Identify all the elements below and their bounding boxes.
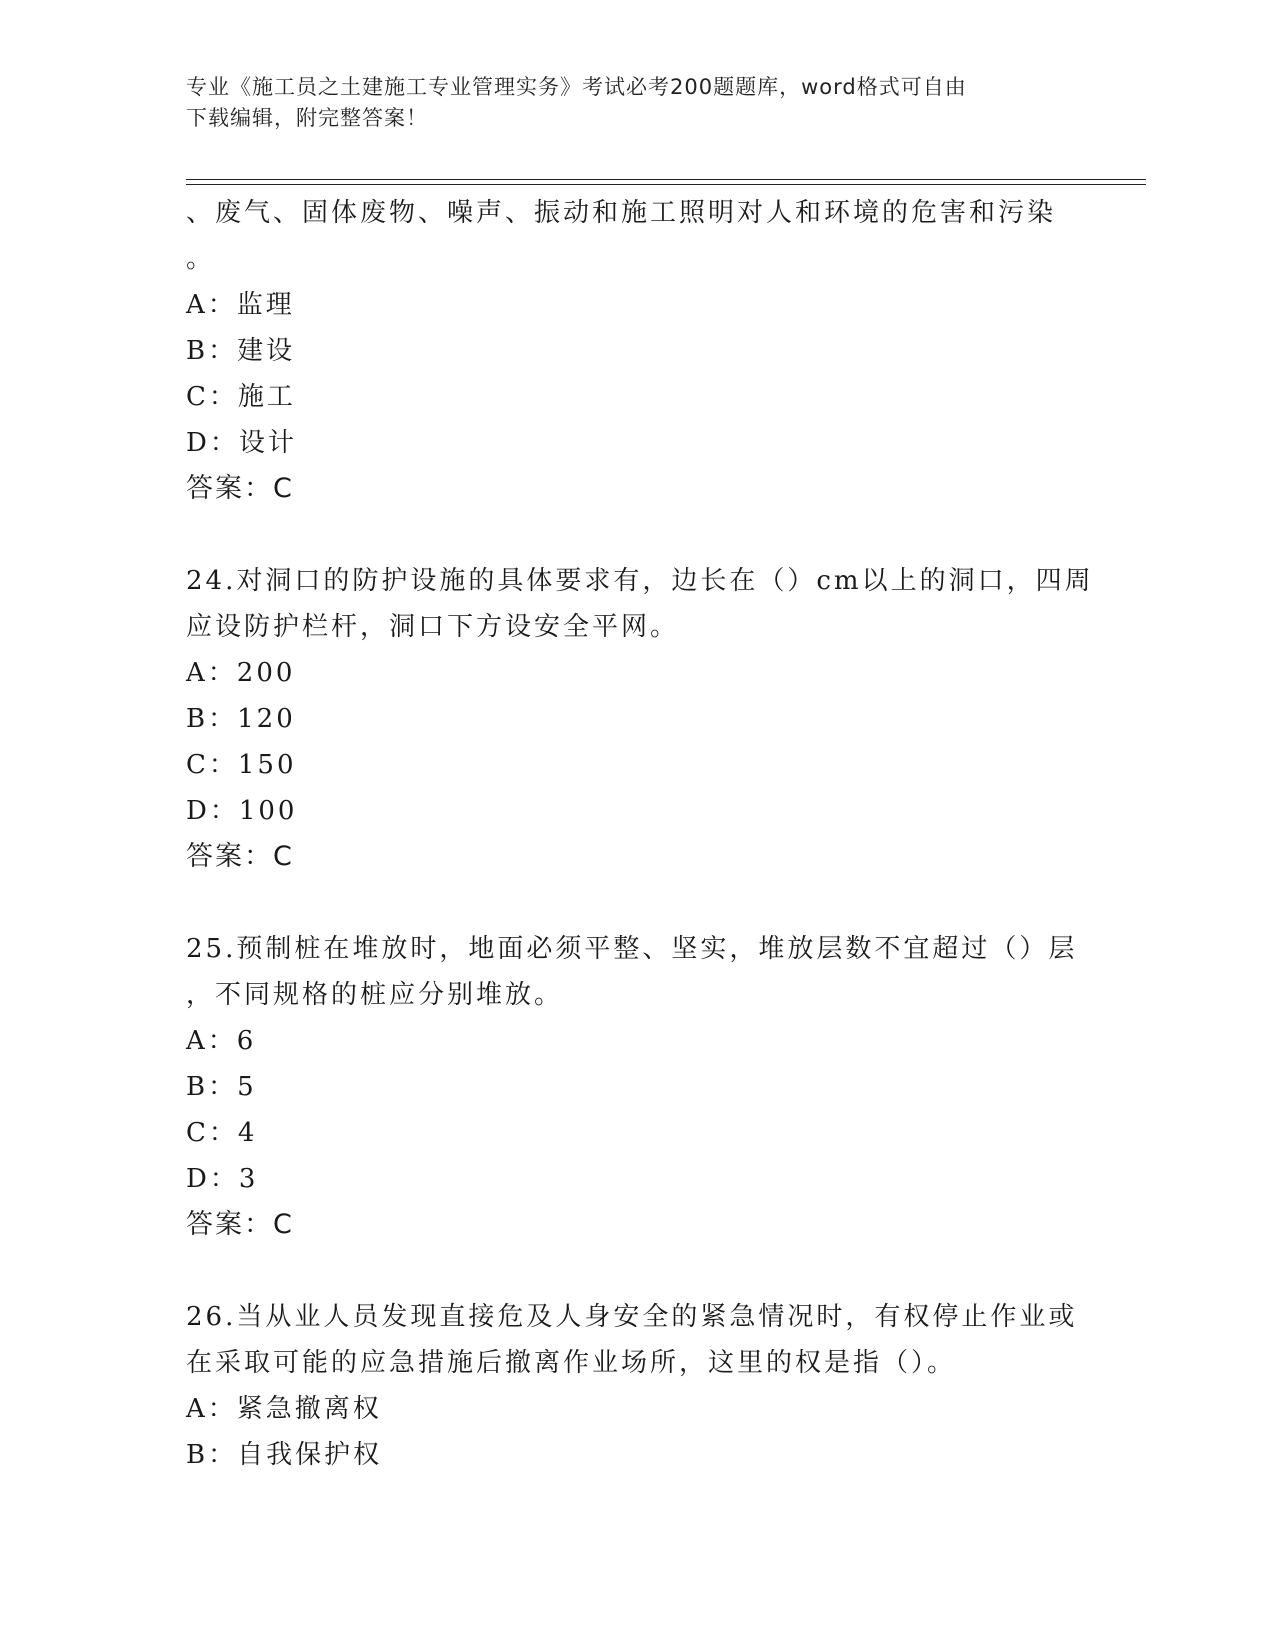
question-text-line: 。 <box>186 244 216 274</box>
spacer <box>186 1248 1086 1294</box>
option-a: A：200 <box>186 658 296 688</box>
option-d: D：3 <box>186 1164 259 1194</box>
question-text-line: 应设防护栏杆，洞口下方设安全平网。 <box>186 612 680 642</box>
option-a: A：6 <box>186 1026 257 1056</box>
question-text-line: 25.预制桩在堆放时，地面必须平整、坚实，堆放层数不宜超过（）层 <box>186 934 1078 964</box>
option-b: B：自我保护权 <box>186 1440 383 1470</box>
header-divider-top <box>186 179 1146 180</box>
document-header <box>186 72 1086 134</box>
spacer <box>186 512 1086 558</box>
option-a: A：监理 <box>186 290 295 320</box>
question-text-line: 26.当从业人员发现直接危及人身安全的紧急情况时，有权停止作业或 <box>186 1302 1078 1332</box>
option-b: B：建设 <box>186 336 296 366</box>
option-a: A：紧急撤离权 <box>186 1394 382 1424</box>
header-divider-bottom <box>186 184 1146 185</box>
question-26 <box>186 1294 1086 1478</box>
option-c: C：150 <box>186 750 297 780</box>
answer: 答案：C <box>186 473 294 504</box>
question-text-line: 在采取可能的应急措施后撤离作业场所，这里的权是指（）。 <box>186 1348 957 1378</box>
header-line-2: 下载编辑，附完整答案！ <box>186 106 428 130</box>
question-text-line: ，不同规格的桩应分别堆放。 <box>186 980 564 1010</box>
option-b: B：120 <box>186 704 296 734</box>
answer: 答案：C <box>186 841 294 872</box>
spacer <box>186 880 1086 926</box>
question-text-line: 、废气、固体废物、噪声、振动和施工照明对人和环境的危害和污染 <box>186 198 1057 228</box>
question-text-line: 24.对洞口的防护设施的具体要求有，边长在（）cm以上的洞口，四周 <box>186 566 1094 596</box>
option-d: D：设计 <box>186 428 297 458</box>
header-line-1: 专业《施工员之土建施工专业管理实务》考试必考200题题库，word格式可自由 <box>186 75 967 99</box>
question-24 <box>186 558 1094 880</box>
question-list <box>186 190 1094 1478</box>
question-23-continuation <box>186 190 1086 512</box>
option-b: B：5 <box>186 1072 257 1102</box>
question-25 <box>186 926 1086 1248</box>
answer: 答案：C <box>186 1209 294 1240</box>
option-c: C：施工 <box>186 382 296 412</box>
option-d: D：100 <box>186 796 298 826</box>
option-c: C：4 <box>186 1118 258 1148</box>
